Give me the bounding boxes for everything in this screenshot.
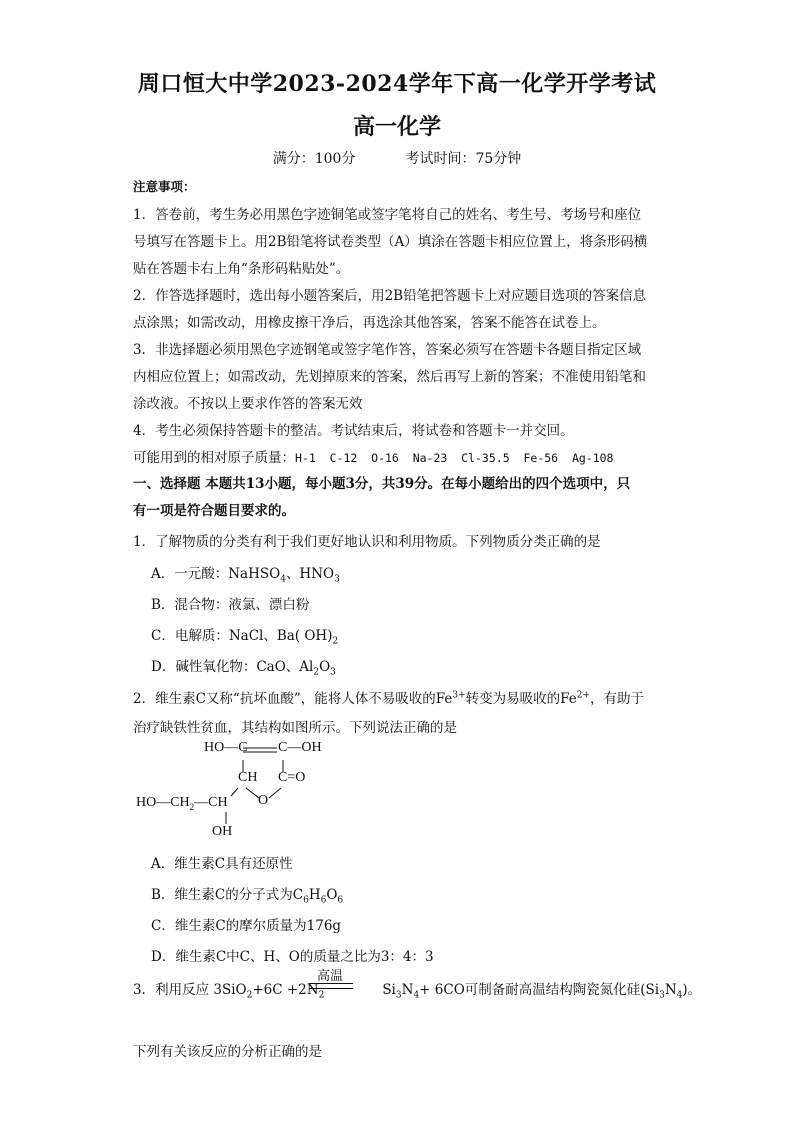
q2-option-b: B．维生素C的分子式为$C_6H_6O_6$	[151, 887, 344, 906]
notice-line: 3．非选择题必须用黑色字迹钢笔或签字笔作答，答案必须写在答题卡各题目指定区域	[133, 342, 642, 358]
reaction-equals-sign	[309, 983, 353, 989]
q2-option-c: C．维生素C的摩尔质量为176g	[151, 918, 342, 934]
notice-heading: 注意事项：	[133, 179, 196, 194]
notice-line: 4．考生必须保持答题卡的整洁。考试结束后，将试卷和答题卡一并交回。	[133, 423, 574, 439]
exam-subtitle: 高一化学	[352, 114, 441, 140]
section-heading: 一、选择题 本题共13小题，每小题3分，共39分。在每小题给出的四个选项中，只	[133, 476, 631, 492]
structure-carbonyl: C=O	[278, 770, 306, 785]
structure-ho-ch2: $HO—CH_2—CH$	[136, 795, 228, 812]
q2-option-a: A．维生素C具有还原性	[151, 856, 293, 872]
question-3-followup: 下列有关该反应的分析正确的是	[133, 1044, 322, 1060]
notice-line: 内相应位置上；如需改动，先划掉原来的答案，然后再写上新的答案；不准使用铅笔和	[133, 369, 646, 385]
atomic-mass-line	[133, 446, 614, 466]
q1-option-b: B．混合物：液氯、漂白粉	[151, 597, 310, 613]
notice-line: 1．答卷前，考生务必用黑色字迹铜笔或签字笔将自己的姓名、考生号、考场号和座位	[133, 207, 642, 223]
question-3-stem: 3．利用反应 $3SiO_2+6C +2N_2$ $Si_3N_4+ 6CO$可制备耐高温结构陶瓷氮化硅$(Si_3N_4)$。 高温	[133, 978, 701, 1001]
structure-c-oh: C—OH	[278, 740, 322, 755]
question-2-stem: 2．维生素C又称“抗坏血酸”，能将人体不易吸收的$Fe^{3+}$转变为易吸收的$Fe^{2+}$，有助于	[133, 690, 645, 707]
exam-time: 考试时间：75分钟	[405, 151, 522, 167]
q1-option-c: C．电解质：NaCl、Ba( $OH)_2$	[151, 628, 339, 647]
q1-option-a: A．一元酸：NaHSO$_4$、$HNO_3$	[151, 566, 340, 585]
section-heading-cont: 有一项是符合题目要求的。	[133, 503, 295, 519]
structure-ring-o: O	[258, 793, 269, 808]
score-time-line	[0, 148, 794, 168]
vitamin-c-structure	[130, 736, 350, 846]
notice-line: 涂改液。不按以上要求作答的答案无效	[133, 396, 363, 412]
notice-line: 点涂黑；如需改动，用橡皮擦干净后，再选涂其他答案，答案不能答在试卷上。	[133, 315, 606, 331]
notice-line: 贴在答题卡右上角“条形码粘贴处”。	[133, 261, 350, 277]
structure-ch: CH	[238, 770, 258, 785]
question-1-stem: 1．了解物质的分类有利于我们更好地认识和利用物质。下列物质分类正确的是	[133, 534, 601, 550]
full-score: 满分：100分	[272, 151, 356, 167]
structure-oh: OH	[212, 824, 233, 839]
atomic-mass-values: H-1 C-12 O-16 Na-23 Cl-35.5 Fe-56 Ag-108	[295, 451, 614, 465]
notice-line: 2．作答选择题时，选出每小题答案后，用2B铅笔把答题卡上对应题目选项的答案信息	[133, 288, 647, 304]
reaction-condition: 高温	[316, 969, 343, 984]
exam-title: 周口恒大中学2023-2024学年下高一化学开学考试	[137, 71, 657, 97]
atomic-mass-label: 可能用到的相对原子质量：	[133, 450, 295, 466]
question-2-stem-cont: 治疗缺铁性贫血，其结构如图所示。下列说法正确的是	[133, 720, 457, 736]
notice-line: 号填写在答题卡上。用2B铅笔将试卷类型（A）填涂在答题卡相应位置上，将条形码横	[133, 234, 648, 250]
q1-option-d: D．碱性氧化物：CaO、$Al_2O_3$	[151, 659, 336, 678]
q2-option-d: D．维生素C中C、H、O的质量之比为3：4：3	[151, 949, 434, 965]
structure-ho-c: HO—C	[204, 740, 248, 755]
